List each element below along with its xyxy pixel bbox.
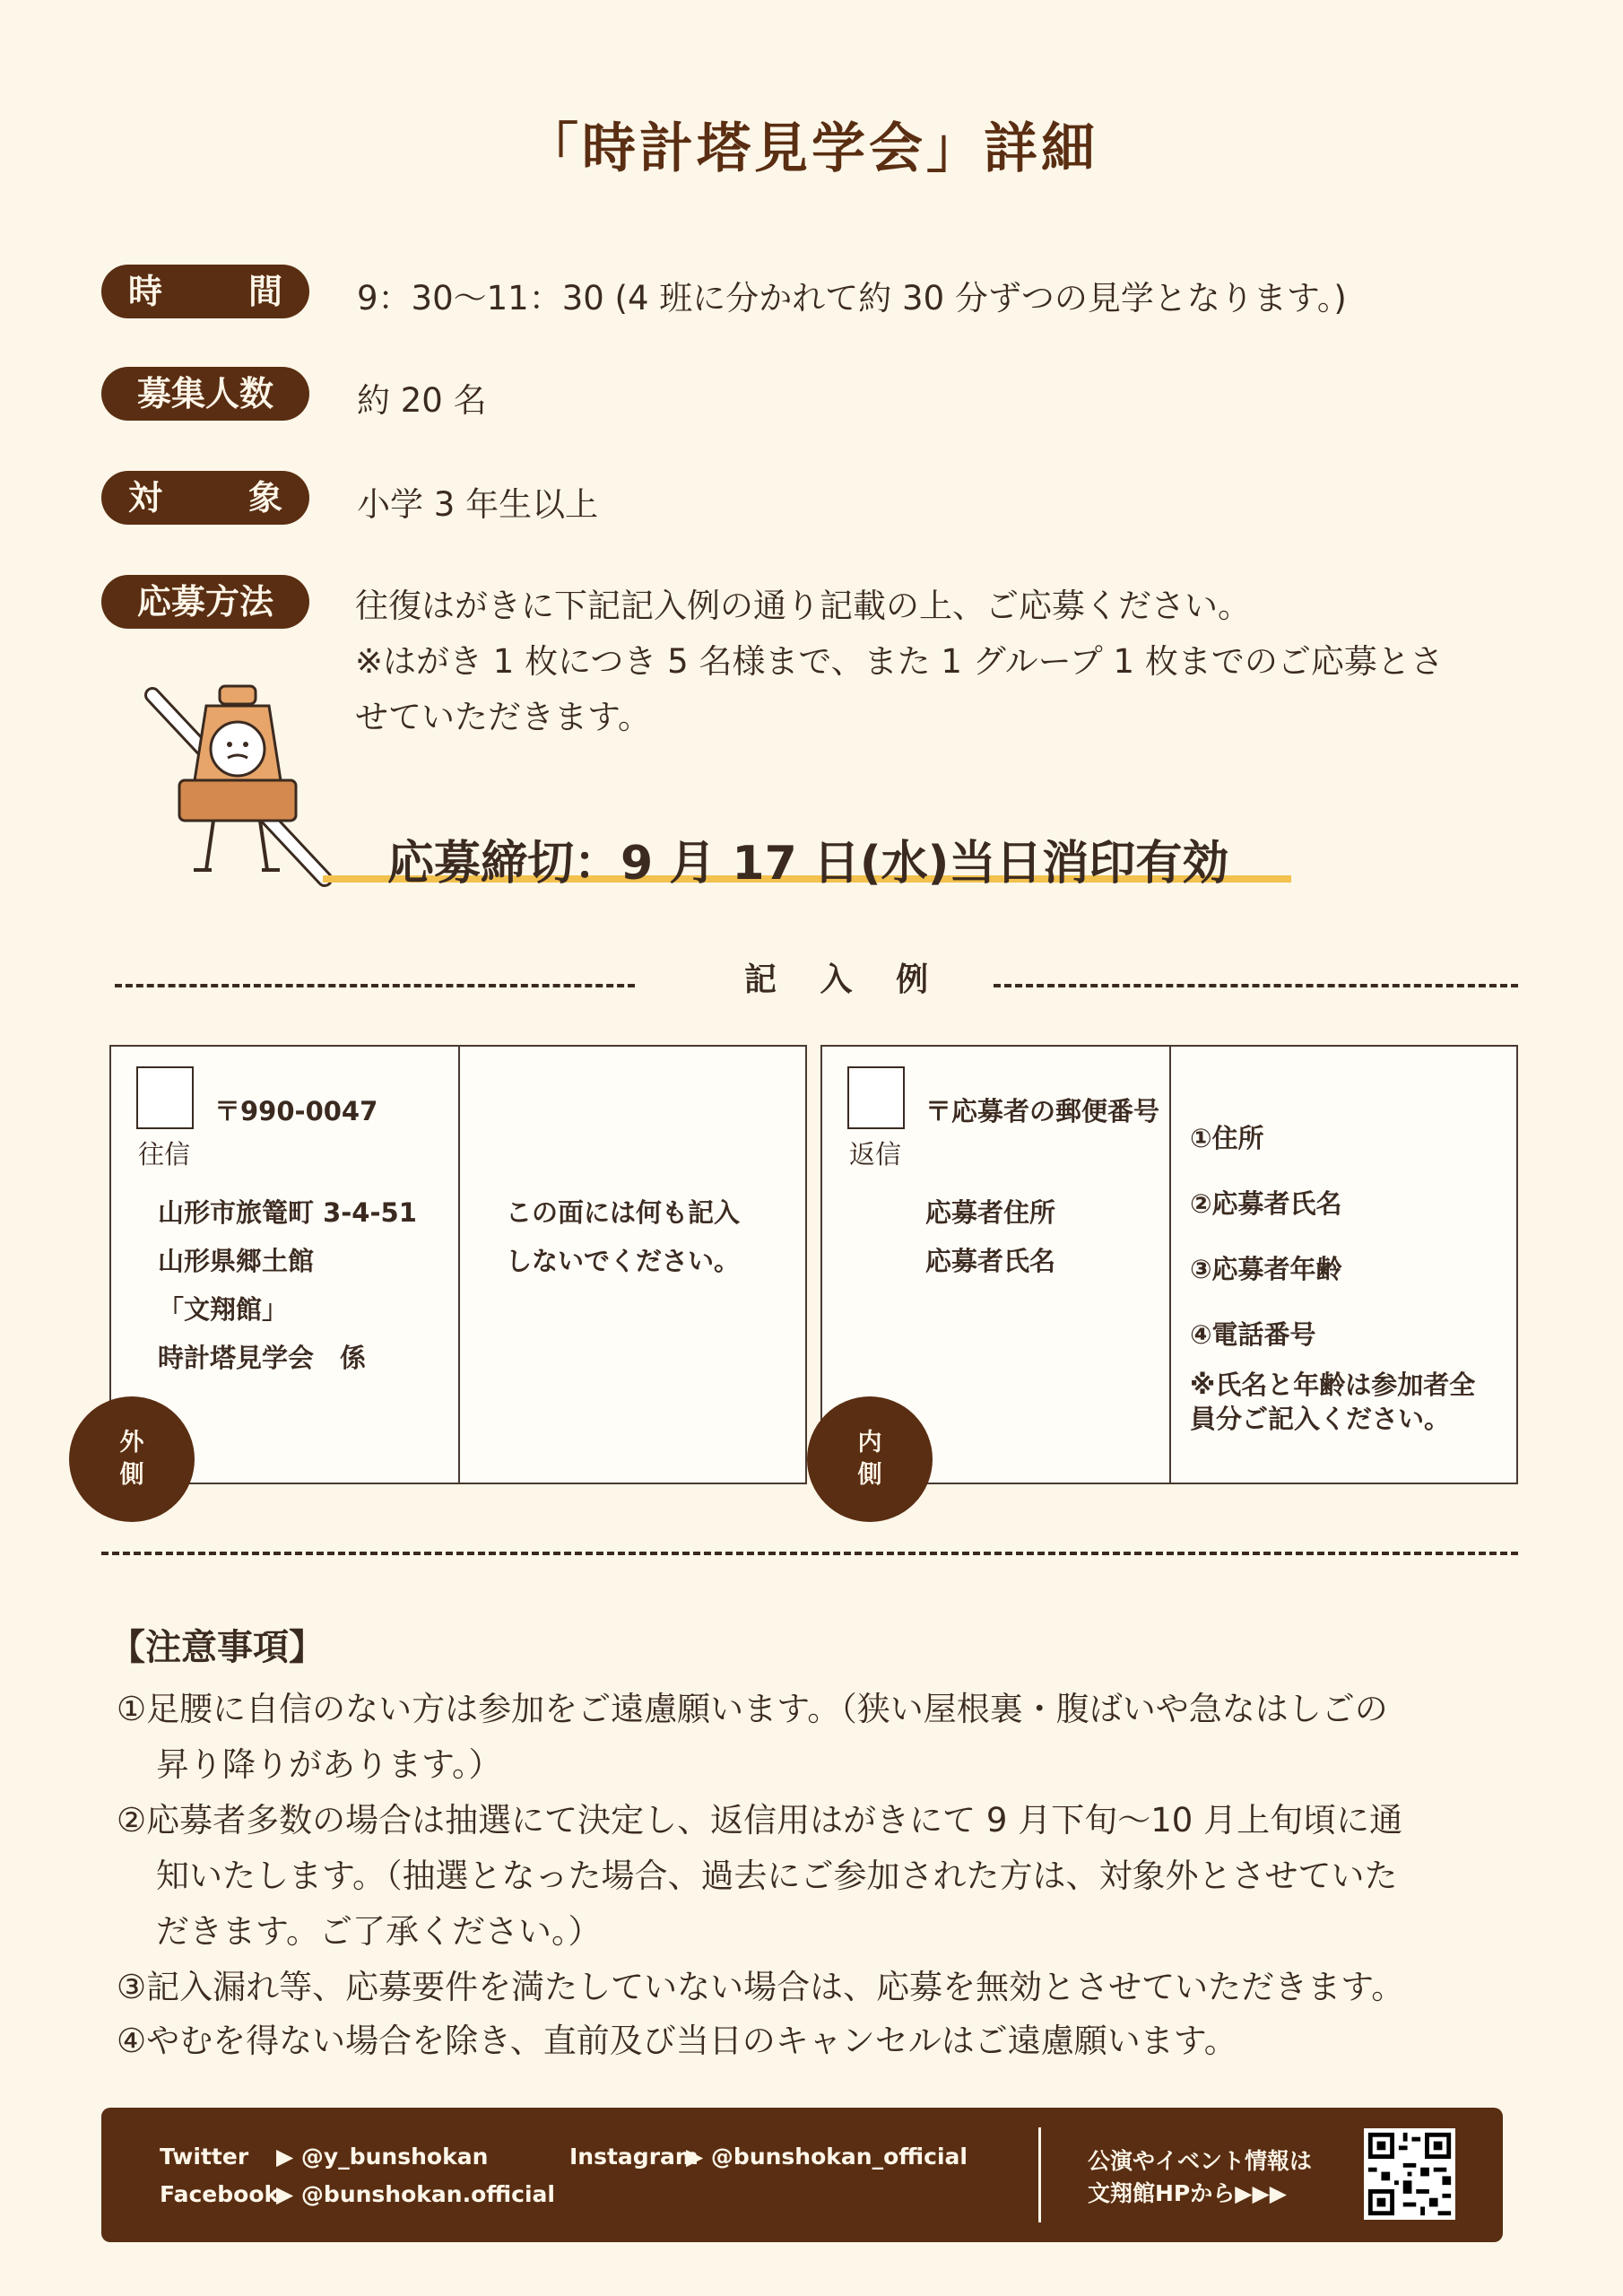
instagram-label: Instagram (569, 2144, 699, 2170)
deadline-text: 応募締切：9 月 17 日(水)当日消印有効 (387, 837, 1229, 891)
postcard-inner (820, 1045, 1518, 1484)
hp-info-link[interactable]: 文翔館HPから▶▶▶ (1088, 2180, 1287, 2206)
twitter-label: Twitter (160, 2144, 249, 2170)
instagram-handle-link[interactable]: ▶ @bunshokan_official (686, 2144, 968, 2170)
twitter-handle-link[interactable]: ▶ @y_bunshokan (276, 2144, 489, 2170)
value-method: 往復はがきに下記記入例の通り記載の上、ご応募ください。 ※はがき 1 枚につき 5 名様まで、また 1 グループ 1 枚までのご応募とさ せていただきます。 (355, 587, 1444, 736)
postal-code: 〒応募者の郵便番号 (925, 1096, 1160, 1126)
label-time: 時 間 (101, 265, 309, 318)
footer-bar (101, 2108, 1503, 2242)
card-divider (1169, 1047, 1171, 1483)
label-target: 対 象 (101, 471, 309, 525)
required-items: ①住所 ②応募者氏名 ③応募者年齢 ④電話番号 (1190, 1123, 1342, 1350)
label-capacity: 募集人数 (101, 367, 309, 421)
note-item: ①足腰に自信のない方は参加をご遠慮願います。（狭い屋根裏・腹ばいや急なはしごの 昇り降りがあります。） (117, 1690, 1388, 1784)
stamp-box (136, 1066, 194, 1129)
side-badge-outer: 外 側 (69, 1396, 195, 1522)
hp-info-text: 公演やイベント情報は (1088, 2148, 1313, 2174)
note-item: ④やむを得ない場合を除き、直前及び当日のキャンセルはご遠慮願います。 (117, 2022, 1237, 2060)
dashed-divider (994, 984, 1518, 987)
blank-side-note: この面には何も記入 しないでください。 (506, 1197, 741, 1276)
dashed-divider (115, 984, 635, 987)
side-badge-inner: 内 側 (807, 1396, 933, 1522)
footer-separator (1038, 2127, 1041, 2222)
label-method: 応募方法 (101, 575, 309, 629)
note-item: ③記入漏れ等、応募要件を満たしていない場合は、応募を無効とさせていただきます。 (117, 1968, 1405, 2006)
value-capacity: 約 20 名 (357, 381, 487, 420)
value-target: 小学 3 年生以上 (357, 485, 599, 524)
page-title: 「時計塔見学会」詳細 (525, 117, 1098, 180)
card-divider (458, 1047, 460, 1483)
facebook-label: Facebook (160, 2181, 280, 2207)
value-time: 9：30〜11：30 (4 班に分かれて約 30 分ずつの見学となります。) (357, 279, 1347, 317)
applicant-address: 応募者住所 応募者氏名 (925, 1197, 1056, 1276)
example-label: 記 入 例 (744, 961, 945, 998)
notes-title: 【注意事項】 (109, 1627, 325, 1668)
postcard-outer (109, 1045, 807, 1484)
facebook-handle-link[interactable]: ▶ @bunshokan.official (276, 2181, 555, 2207)
note-item: ②応募者多数の場合は抽選にて決定し、返信用はがきにて 9 月下旬〜10 月上旬頃に通 知いたします。（抽選となった場合、過去にご参加された方は、対象外とさせていた だきます。ご了承ください。） (117, 1801, 1403, 1951)
stamp-box (847, 1066, 905, 1129)
card-kind: 往信 (138, 1139, 191, 1170)
dashed-divider (101, 1552, 1518, 1555)
recipient-address: 山形市旅篭町 3-4-51 山形県郷土館 「文翔館」 時計塔見学会 係 (158, 1197, 417, 1373)
qr-code-icon[interactable] (1364, 2128, 1455, 2220)
clock-tower-mascot-illustration (135, 668, 350, 892)
participants-note: ※氏名と年齢は参加者全 員分ご記入ください。 (1190, 1370, 1476, 1434)
postal-code: 〒990-0047 (214, 1096, 378, 1126)
card-kind: 返信 (849, 1139, 902, 1170)
